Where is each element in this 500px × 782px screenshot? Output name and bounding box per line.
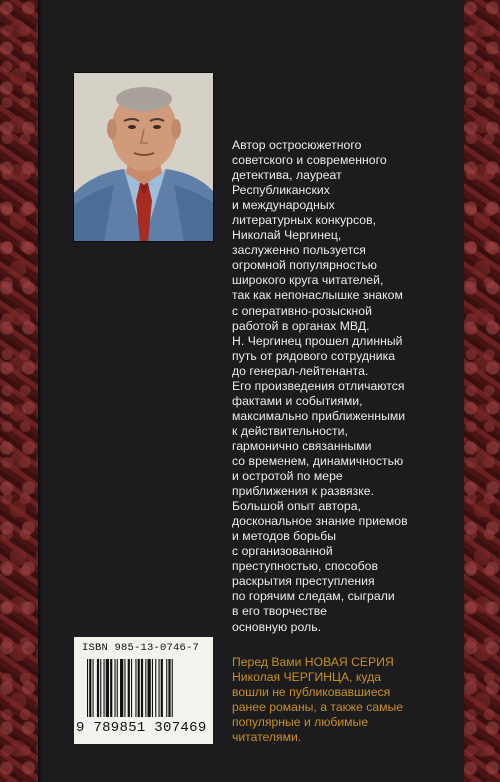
- bio-line: по горячим следам, сыграли: [232, 589, 395, 604]
- bio-line: работой в органах МВД.: [232, 318, 370, 333]
- left-decorative-border: [0, 0, 38, 782]
- isbn-barcode: [74, 637, 213, 744]
- bio-line: со временем, динамичностью: [232, 453, 404, 468]
- bio-line: максимально приближенными: [232, 408, 406, 423]
- bio-line: преступностью, способов: [232, 559, 378, 574]
- bio-line: советского и современного: [232, 153, 387, 168]
- promo-line: Николая ЧЕРГИНЦА, куда: [232, 670, 381, 685]
- promo-line: ранее романы, а также самые: [232, 700, 404, 715]
- author-photo: [74, 73, 213, 241]
- bio-line: широкого круга читателей,: [232, 273, 384, 288]
- bio-line: Автор остросюжетного: [232, 138, 362, 152]
- bio-line: гармонично связанными: [232, 438, 372, 453]
- bio-line: так как непонаслышке знаком: [232, 288, 403, 303]
- bio-line: с оперативно-розыскной: [232, 303, 372, 318]
- bio-line: путь от рядового сотрудника: [232, 348, 396, 363]
- bio-line: Николай Чергинец,: [232, 228, 342, 243]
- barcode-bars: [87, 659, 205, 717]
- bio-line: приближения к развязке.: [232, 484, 375, 499]
- bio-line: с организованной: [232, 544, 333, 559]
- bio-line: огромной популярностью: [232, 258, 377, 273]
- bio-line: и международных: [232, 198, 335, 213]
- bio-line: Н. Чергинец прошел длинный: [232, 333, 403, 348]
- bio-line: раскрытия преступления: [232, 574, 375, 589]
- bio-line: фактами и событиями,: [232, 393, 363, 408]
- left-border-shadow: [38, 0, 42, 782]
- bio-line: доскональное знание приемов: [232, 514, 408, 529]
- promo-line: популярные и любимые: [232, 715, 369, 730]
- promo-line: Перед Вами НОВАЯ СЕРИЯ: [232, 655, 394, 669]
- bio-line: Большой опыт автора,: [232, 499, 361, 514]
- bio-line: детектива, лауреат: [232, 168, 342, 183]
- bio-line: основную роль.: [232, 619, 322, 634]
- bio-line: к действительности,: [232, 423, 348, 438]
- isbn-number: ISBN 985-13-0746-7: [82, 642, 200, 654]
- bio-line: до генерал-лейтенанта.: [232, 363, 369, 378]
- promo-line: читателями.: [232, 730, 302, 745]
- bio-line: и методов борьбы: [232, 529, 337, 544]
- bio-line: Его произведения отличаются: [232, 378, 405, 393]
- bio-line: заслуженно пользуется: [232, 243, 366, 258]
- bio-line: Республиканских: [232, 183, 330, 198]
- promo-line: вошли не публиковавшиеся: [232, 685, 391, 700]
- author-bio-text: [232, 138, 472, 635]
- barcode-digits: 9 789851 307469: [76, 720, 207, 736]
- series-promo-text: [232, 655, 472, 745]
- bio-line: и остротой по мере: [232, 469, 343, 484]
- bio-line: литературных конкурсов,: [232, 213, 377, 228]
- bio-line: в его творчестве: [232, 604, 327, 619]
